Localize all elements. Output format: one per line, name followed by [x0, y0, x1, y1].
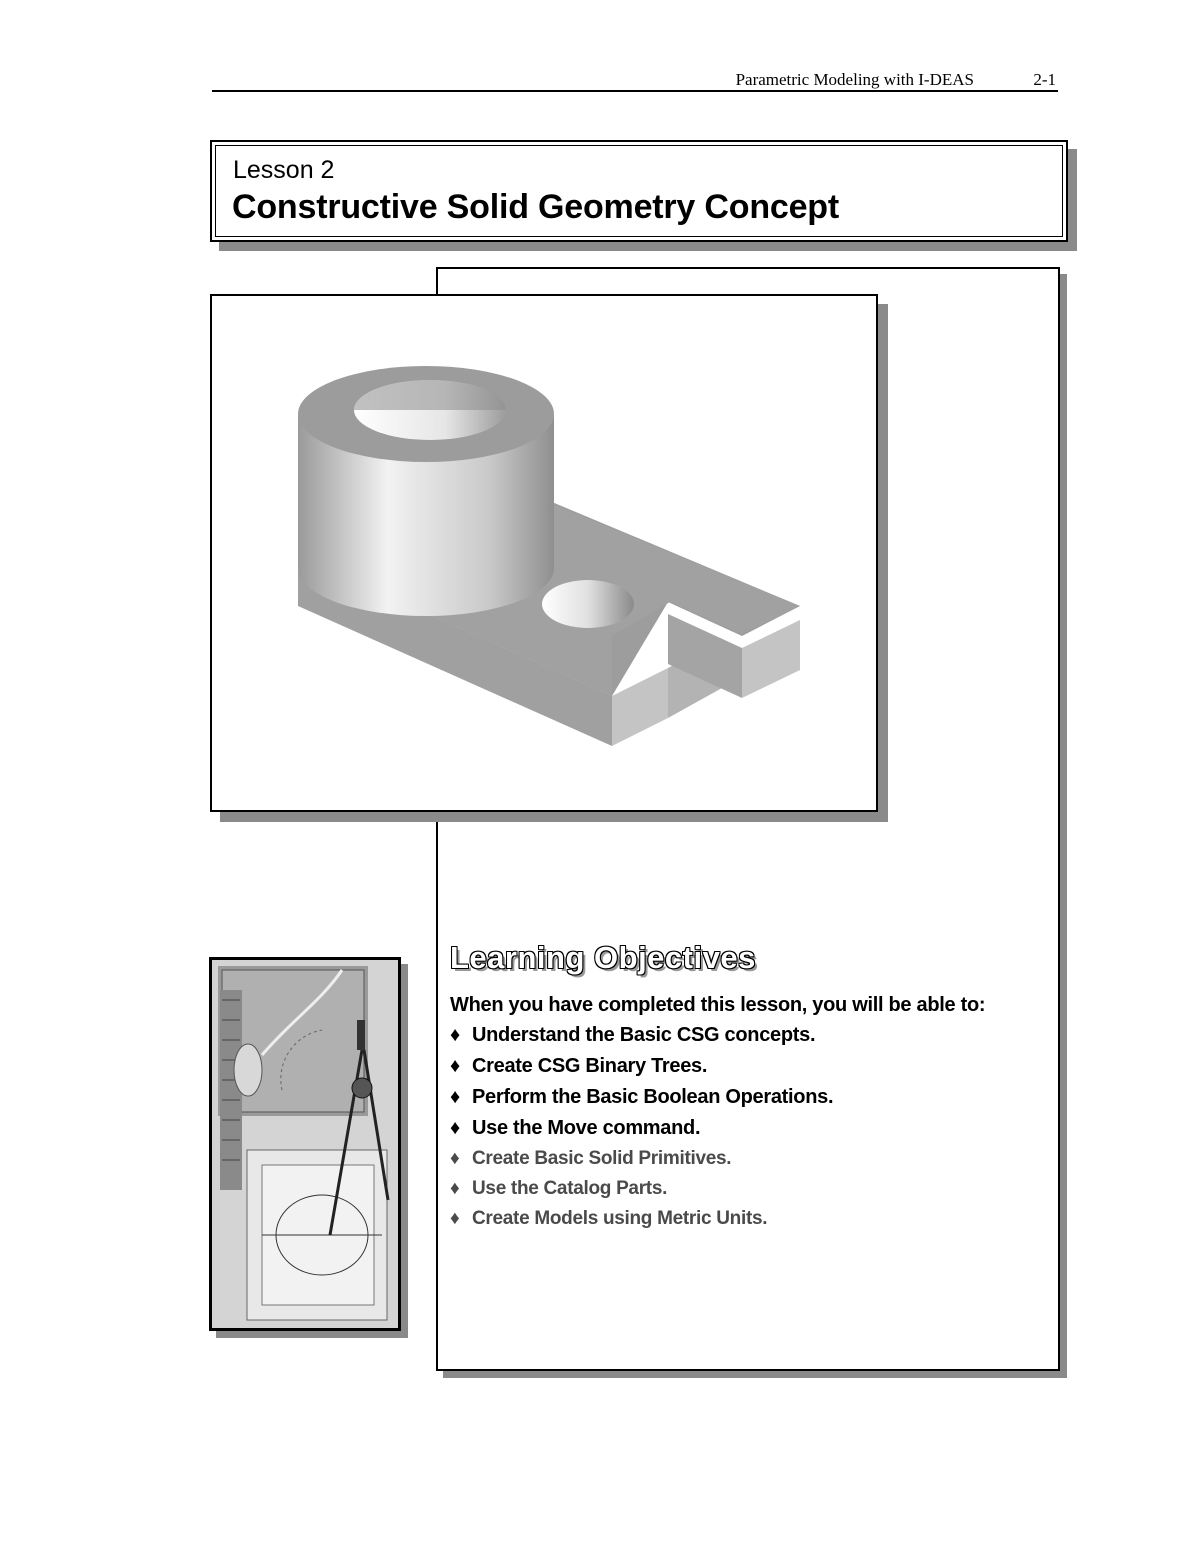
csg-part-illustration	[212, 296, 876, 810]
prong2-end-face	[742, 620, 800, 698]
list-item: ♦ Use the Move command.	[450, 1113, 1050, 1144]
objectives-intro: When you have completed this lesson, you will be able to:	[450, 994, 986, 1016]
diamond-bullet-icon: ♦	[450, 1117, 460, 1139]
lesson-title-box	[210, 140, 1068, 242]
objectives-heading: Learning Objectives	[450, 940, 756, 975]
list-item: ♦ Create Models using Metric Units.	[450, 1204, 1050, 1234]
list-item: ♦ Use the Catalog Parts.	[450, 1174, 1050, 1204]
model-figure	[210, 294, 878, 812]
objectives-list	[450, 1020, 1050, 1234]
diamond-bullet-icon: ♦	[450, 1086, 460, 1108]
page-number: 2-1	[1033, 70, 1056, 89]
drafting-illustration	[209, 957, 401, 1331]
lesson-number: Lesson 2	[233, 156, 335, 184]
list-item: ♦ Understand the Basic CSG concepts.	[450, 1020, 1050, 1051]
diamond-bullet-icon: ♦	[450, 1148, 460, 1169]
list-item: ♦ Create Basic Solid Primitives.	[450, 1144, 1050, 1174]
list-item: ♦ Perform the Basic Boolean Operations.	[450, 1082, 1050, 1113]
diamond-bullet-icon: ♦	[450, 1208, 460, 1229]
diamond-bullet-icon: ♦	[450, 1055, 460, 1077]
diamond-bullet-icon: ♦	[450, 1178, 460, 1199]
learning-objectives	[450, 940, 1050, 1234]
diamond-bullet-icon: ♦	[450, 1024, 460, 1046]
drafting-tools-icon	[212, 960, 398, 1328]
lesson-title: Constructive Solid Geometry Concept	[232, 188, 839, 226]
slot-hole	[542, 580, 634, 628]
book-title: Parametric Modeling with I-DEAS	[735, 70, 974, 89]
lesson-title-inner-border	[215, 145, 1063, 237]
page-header	[212, 68, 1058, 92]
list-item: ♦ Create CSG Binary Trees.	[450, 1051, 1050, 1082]
